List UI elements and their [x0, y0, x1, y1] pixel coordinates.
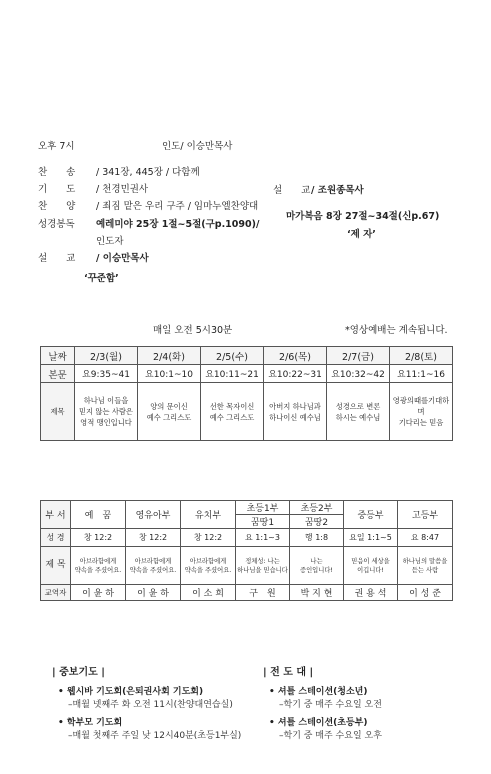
scripture-cell: 요10:1~10 — [138, 365, 201, 383]
dawn-time-note: 매일 오전 5시30분 — [153, 325, 233, 336]
school-theme-cell: 믿음이 세상을 이깁니다! — [344, 547, 398, 585]
date-cell: 2/5(수) — [201, 347, 264, 365]
dept-cell: 유치부 — [181, 501, 236, 529]
date-cell: 2/6(목) — [264, 347, 327, 365]
right-sermon-title: ‘제 자’ — [347, 229, 376, 240]
evangelism-heading: | 전 도 대 | — [263, 667, 314, 678]
service-row-sermon: 설 교 / 이승만목사 — [38, 253, 149, 264]
theme-cell: 아버지 하나님과 하나이신 예수님 — [264, 383, 327, 441]
scripture-cell: 요10:22~31 — [264, 365, 327, 383]
teacher-cell: 박 지 현 — [290, 585, 344, 601]
theme-cell: 하나님 이들을 믿지 않는 사람은 영적 맹인입니다 — [75, 383, 138, 441]
dept-cell: 영유아부 — [126, 501, 181, 529]
sub-dept-cell: 꿈땅2 — [290, 515, 344, 529]
sunday-school-table — [40, 500, 453, 601]
bible-cell: 창 12:2 — [181, 529, 236, 547]
bible-text-row — [41, 529, 453, 547]
bible-cell: 요 1:1~3 — [236, 529, 290, 547]
school-theme-cell: 아브라함에게 약속을 주셨어요. — [126, 547, 181, 585]
teacher-cell: 이 성 준 — [398, 585, 453, 601]
prayer-item-title: • 학부모 기도회 — [58, 718, 123, 728]
service-row-scripture: 성경봉독 예레미야 25장 1절~5절(구p.1090)/ — [38, 219, 260, 230]
theme-cell: 선한 목자이신 예수 그리스도 — [201, 383, 264, 441]
teacher-row — [41, 585, 453, 601]
school-theme-cell: 하나님의 말씀을 듣는 사람 — [398, 547, 453, 585]
dept-cell: 고등부 — [398, 501, 453, 529]
date-cell: 2/3(월) — [75, 347, 138, 365]
service-row-prayer: 기 도 / 천경민권사 — [38, 184, 149, 195]
evening-leader: 인도/ 이승만목사 — [162, 141, 233, 152]
dept-cell: 예 꿈 — [71, 501, 126, 529]
dept-label: 부 서 — [41, 501, 71, 529]
right-sermon-preacher: / 조원종목사 — [311, 185, 364, 196]
dept-cell: 중등부 — [344, 501, 398, 529]
scripture-row — [41, 365, 453, 383]
theme-cell: 성경으로 변론 하시는 예수님 — [327, 383, 390, 441]
bible-label: 성 경 — [41, 529, 71, 547]
sub-dept-cell: 꿈땅1 — [236, 515, 290, 529]
bible-cell: 요 8:47 — [398, 529, 453, 547]
right-sermon-label: 설 교 — [273, 185, 311, 196]
teacher-cell: 이 소 희 — [181, 585, 236, 601]
sermon-title: ‘꾸준함’ — [84, 273, 119, 284]
dawn-schedule-table — [40, 346, 453, 441]
teacher-label: 교역자 — [41, 585, 71, 601]
prayer-item-desc: –매월 넷째주 화 오전 11시(찬양대연습실) — [68, 700, 233, 710]
video-service-note: *영상예배는 계속됩니다. — [345, 325, 448, 336]
scripture-label: 본문 — [41, 365, 75, 383]
school-theme-cell: 아브라함에게 약속을 주셨어요. — [71, 547, 126, 585]
school-theme-cell: 정체성: 나는 하나님을 믿습니다 — [236, 547, 290, 585]
scripture-cell: 요10:11~21 — [201, 365, 264, 383]
dept-header-row — [41, 501, 453, 515]
teacher-cell: 이 윤 하 — [71, 585, 126, 601]
service-row-reader: 인도자 — [96, 236, 124, 247]
bible-cell: 요일 1:1~5 — [344, 529, 398, 547]
school-theme-row — [41, 547, 453, 585]
theme-cell: 영광의때를기대하며 기다리는 믿음 — [390, 383, 453, 441]
teacher-cell: 권 용 석 — [344, 585, 398, 601]
theme-row — [41, 383, 453, 441]
date-cell: 2/7(금) — [327, 347, 390, 365]
date-cell: 2/4(화) — [138, 347, 201, 365]
evangelism-item-title: • 셔틀 스테이션(청소년) — [269, 687, 368, 697]
evening-time: 오후 7시 — [38, 141, 75, 152]
service-row-praise: 찬 양 / 죄짐 맡은 우리 구주 / 임마누엘찬양대 — [38, 201, 259, 212]
bible-cell: 창 12:2 — [71, 529, 126, 547]
evangelism-item-desc: –학기 중 매주 수요일 오전 — [279, 700, 382, 710]
prayer-item-desc: –매월 첫째주 주일 낮 12시40분(초등1부실) — [68, 731, 242, 741]
dept-cell: 초등1부 — [236, 501, 290, 515]
date-label: 날짜 — [41, 347, 75, 365]
evangelism-item-desc: –학기 중 매주 수요일 오후 — [279, 731, 382, 741]
teacher-cell: 이 윤 하 — [126, 585, 181, 601]
date-header-row — [41, 347, 453, 365]
right-sermon-scripture: 마가복음 8장 27절~34절(신p.67) — [286, 211, 440, 222]
service-row-hymn: 찬 송 / 341장, 445장 / 다함께 — [38, 167, 200, 178]
scripture-cell: 요11:1~16 — [390, 365, 453, 383]
bible-cell: 창 12:2 — [126, 529, 181, 547]
school-theme-label: 제 목 — [41, 547, 71, 585]
evangelism-item-title: • 셔틀 스테이션(초등부) — [269, 718, 368, 728]
prayer-heading: | 중보기도 | — [52, 667, 105, 678]
date-cell: 2/8(토) — [390, 347, 453, 365]
theme-cell: 양의 문이신 예수 그리스도 — [138, 383, 201, 441]
scripture-cell: 요10:32~42 — [327, 365, 390, 383]
school-theme-cell: 나는 증인입니다! — [290, 547, 344, 585]
school-theme-cell: 아브라함에게 약속을 주셨어요. — [181, 547, 236, 585]
prayer-item-title: • 웹시바 기도회(은퇴권사회 기도회) — [58, 687, 204, 697]
scripture-cell: 요9:35~41 — [75, 365, 138, 383]
teacher-cell: 구 원 — [236, 585, 290, 601]
dept-cell: 초등2부 — [290, 501, 344, 515]
bible-cell: 행 1:8 — [290, 529, 344, 547]
theme-label: 제목 — [41, 383, 75, 441]
